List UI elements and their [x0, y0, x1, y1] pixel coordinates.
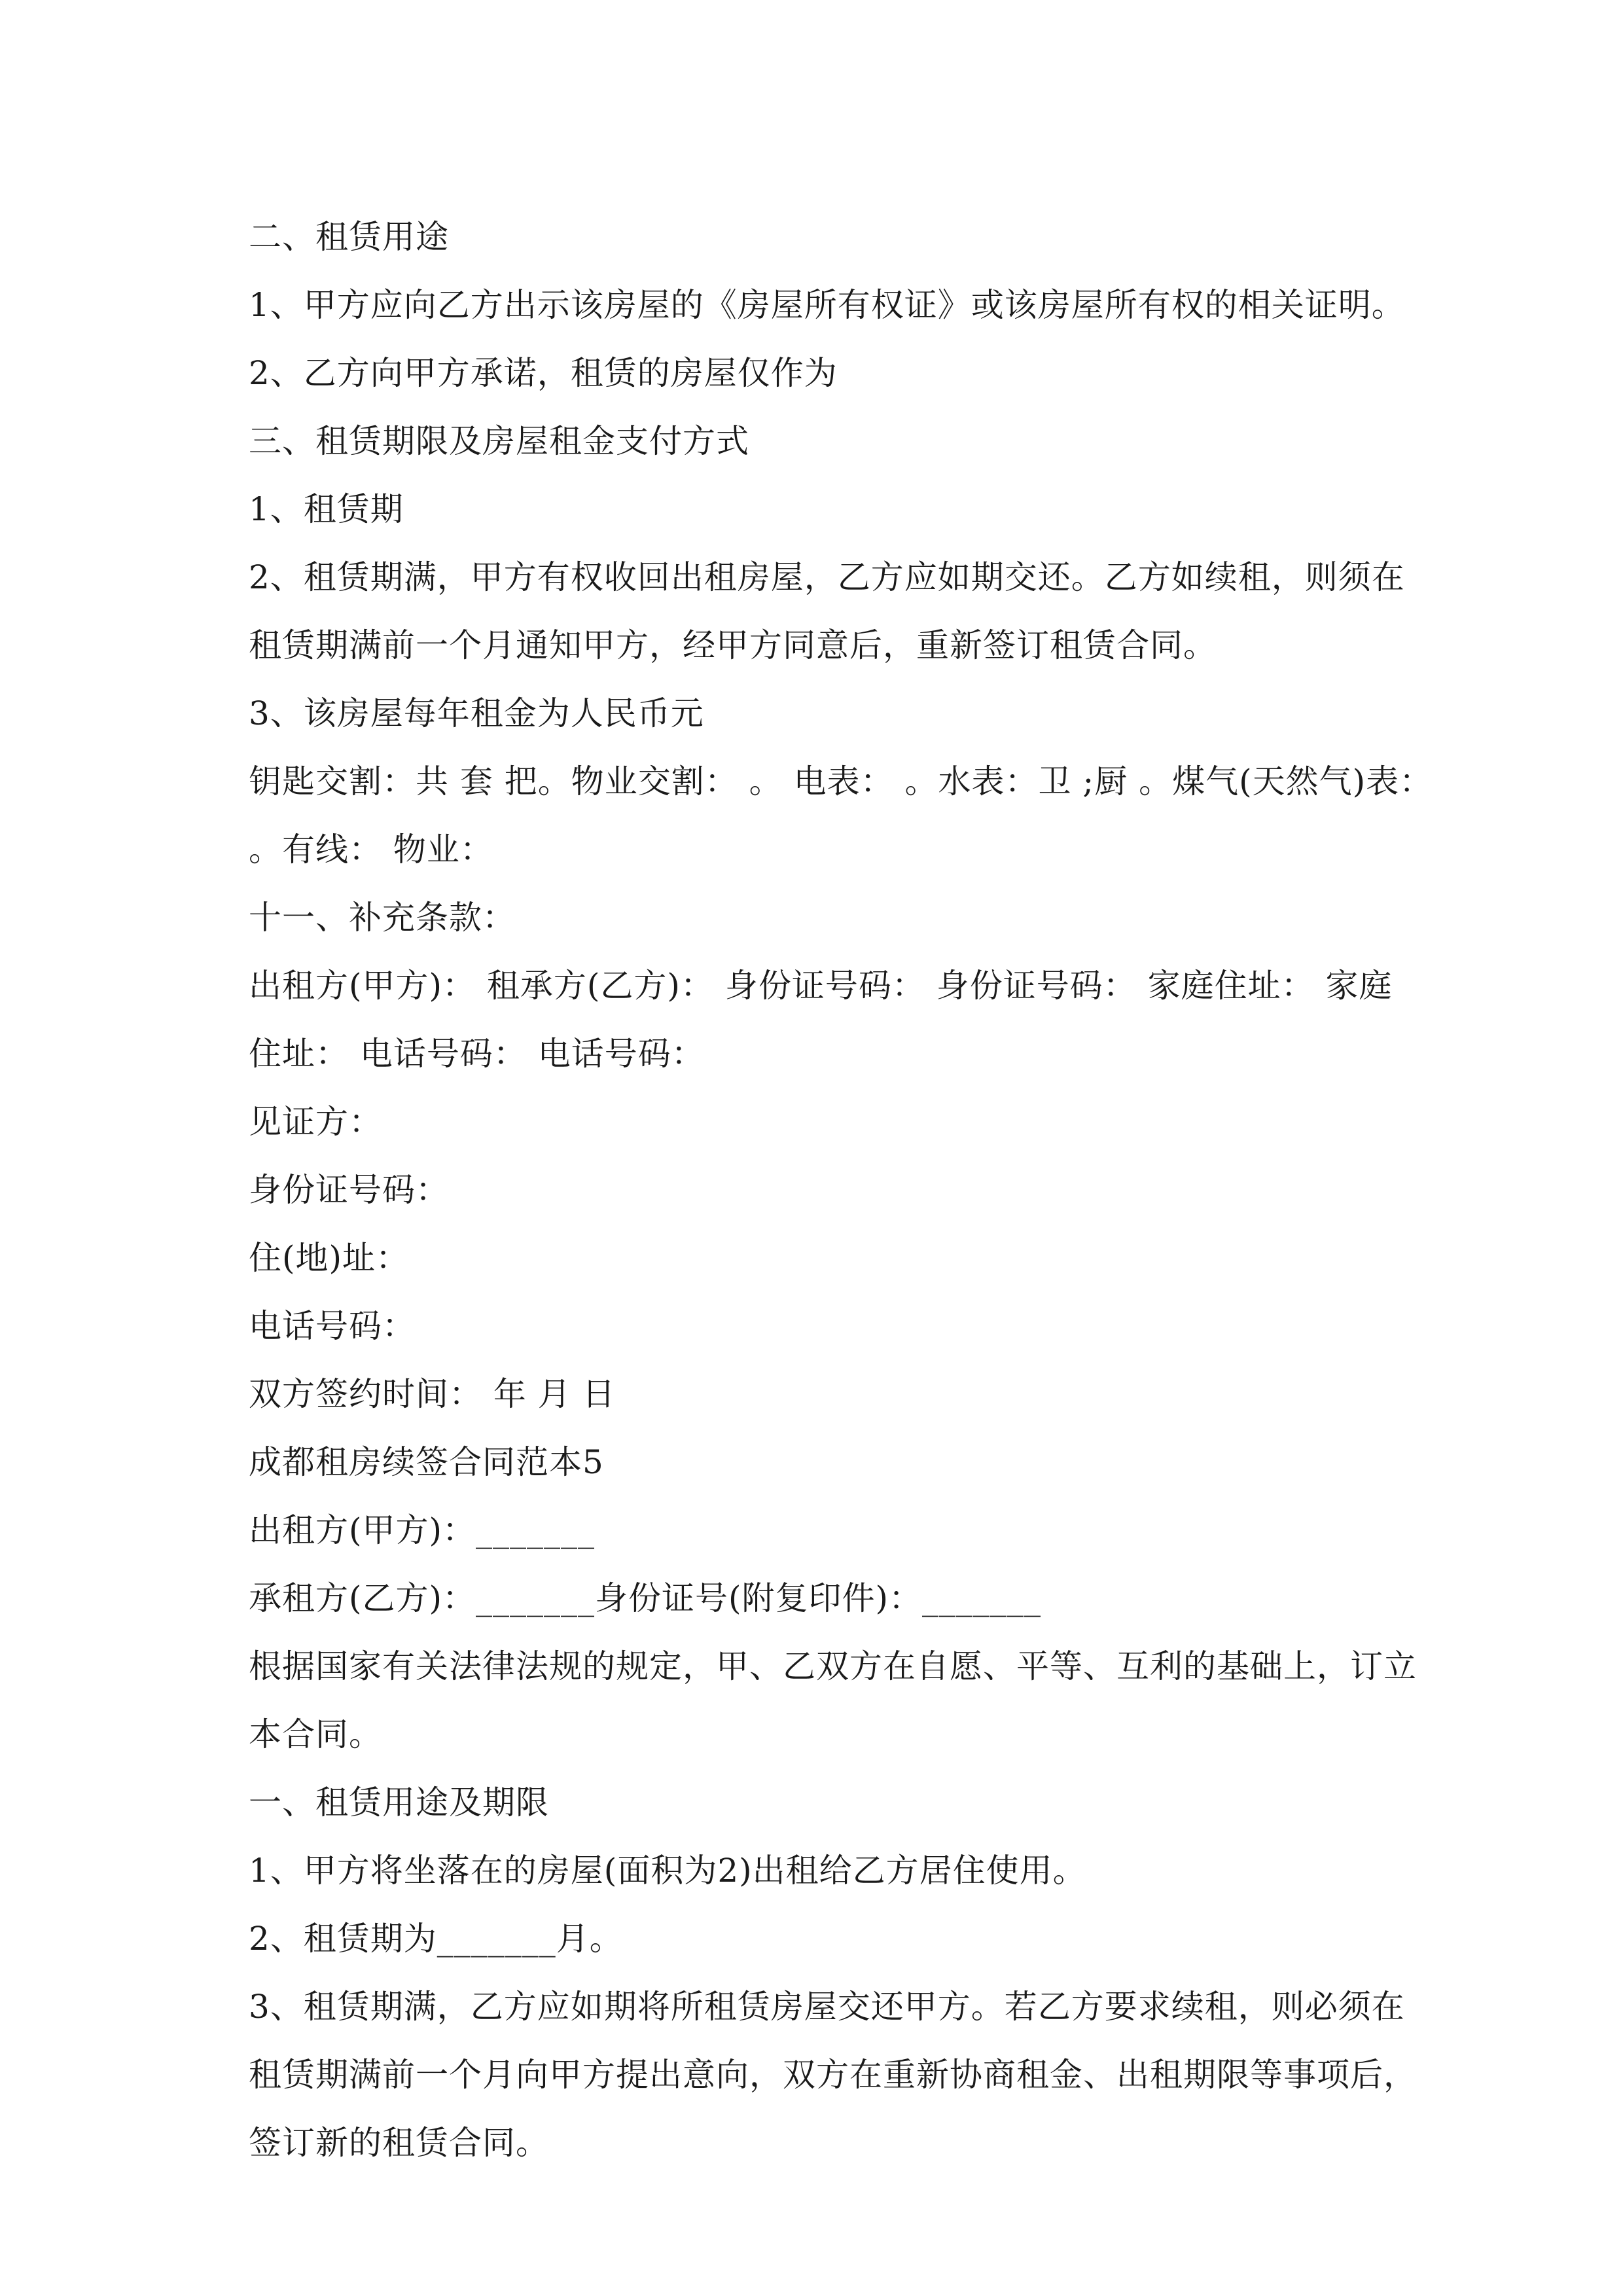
address-label: 住(地)址： — [249, 1239, 410, 1277]
paragraph-line: 2、租赁期为_______月。 — [249, 1920, 623, 1958]
paragraph-line: 本合同。 — [249, 1715, 382, 1753]
witness-label: 见证方： — [249, 1103, 382, 1141]
paragraph-line: 住址： 电话号码： 电话号码： — [249, 1035, 705, 1073]
phone-label: 电话号码： — [249, 1307, 416, 1345]
paragraph-line: 签订新的租赁合同。 — [249, 2124, 549, 2162]
section-heading: 三、租赁期限及房屋租金支付方式 — [249, 422, 749, 460]
paragraph-line: 租赁期满前一个月向甲方提出意向，双方在重新协商租金、出租期限等事项后， — [249, 2056, 1417, 2094]
lessor-line: 出租方(甲方)：_______ — [249, 1511, 596, 1549]
contract-title: 成都租房续签合同范本5 — [249, 1443, 604, 1481]
signing-date-line: 双方签约时间： 年 月 日 — [249, 1375, 616, 1413]
paragraph-line: 2、租赁期满，甲方有权收回出租房屋，乙方应如期交还。乙方如续租，则须在 — [249, 558, 1405, 596]
document-body — [249, 203, 1433, 2177]
paragraph-line: 1、甲方将坐落在的房屋(面积为2)出租给乙方居住使用。 — [249, 1852, 1086, 1890]
paragraph-line: 出租方(甲方)： 租承方(乙方)： 身份证号码： 身份证号码： 家庭住址： 家庭 — [249, 967, 1393, 1005]
section-heading: 二、租赁用途 — [249, 218, 449, 256]
section-heading: 一、租赁用途及期限 — [249, 1784, 549, 1821]
paragraph-line: 租赁期满前一个月通知甲方，经甲方同意后，重新签订租赁合同。 — [249, 626, 1217, 664]
paragraph-line: 1、租赁期 — [249, 490, 404, 528]
paragraph-line: 。有线： 物业： — [249, 831, 493, 869]
paragraph-line: 3、租赁期满，乙方应如期将所租赁房屋交还甲方。若乙方要求续租，则必须在 — [249, 1988, 1405, 2026]
paragraph-line: 根据国家有关法律法规的规定，甲、乙双方在自愿、平等、互利的基础上，订立 — [249, 1647, 1417, 1685]
paragraph-line: 钥匙交割：共 套 把。物业交割： 。 电表： 。水表：卫 ;厨 。煤气(天然气)表： — [249, 762, 1433, 800]
lessee-line: 承租方(乙方)：_______身份证号(附复印件)：_______ — [249, 1579, 1042, 1617]
paragraph-line: 1、甲方应向乙方出示该房屋的《房屋所有权证》或该房屋所有权的相关证明。 — [249, 286, 1405, 324]
paragraph-line: 3、该房屋每年租金为人民币元 — [249, 694, 704, 732]
paragraph-line: 2、乙方向甲方承诺，租赁的房屋仅作为 — [249, 354, 838, 392]
section-heading: 十一、补充条款： — [249, 899, 516, 937]
id-number-label: 身份证号码： — [249, 1171, 449, 1209]
